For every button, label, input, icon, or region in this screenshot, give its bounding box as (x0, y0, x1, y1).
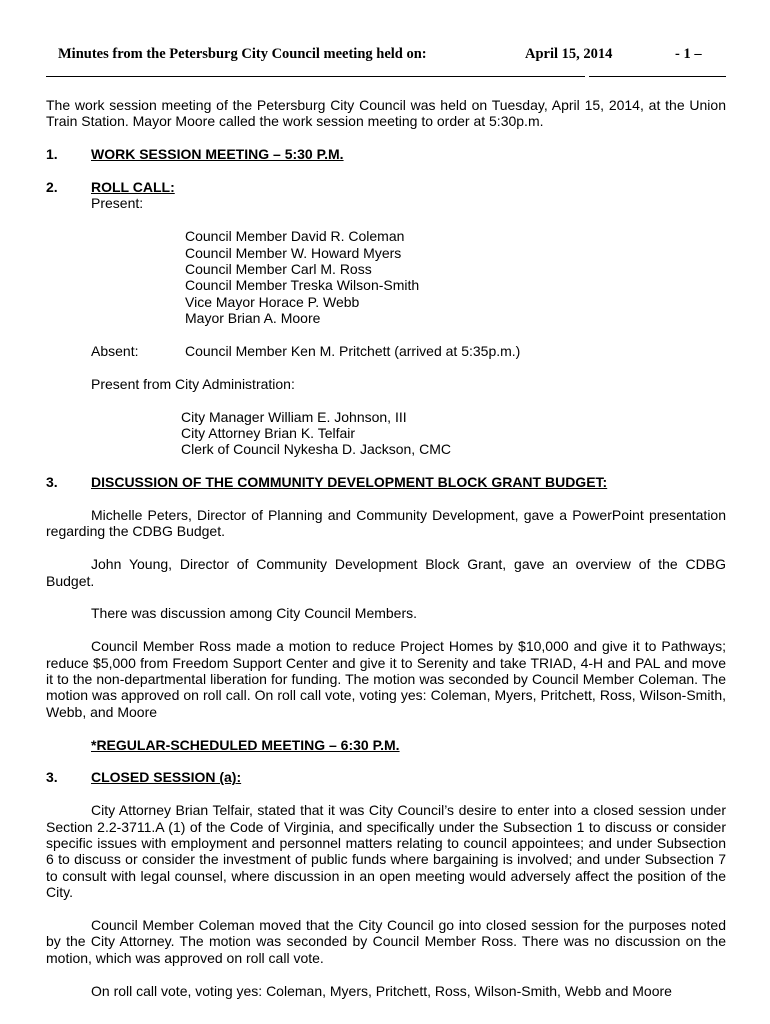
paragraph: John Young, Director of Community Development Block Grant, gave an overview of the CDBG Budget. (46, 556, 726, 589)
paragraph: There was discussion among City Council Members. (91, 605, 418, 622)
header-rule (46, 76, 585, 77)
paragraph: Council Member Coleman moved that the City Council go into closed session for the purposes noted by the City Attorney. The motion was seconded by Council Member Ross. There was no discussion on the motion, which was approved on roll call vote. (46, 917, 726, 966)
section-work-session (46, 146, 726, 162)
section-heading: ROLL CALL: (91, 179, 175, 195)
section-heading: DISCUSSION OF THE COMMUNITY DEVELOPMENT BLOCK GRANT BUDGET: (91, 474, 608, 491)
section-number: 1. (46, 146, 58, 163)
header-rule-page (589, 76, 726, 77)
document-body (46, 97, 726, 999)
member-name: Mayor Brian A. Moore (185, 310, 321, 327)
header-title: Minutes from the Petersburg City Council meeting held on: (58, 46, 427, 62)
admin-name: Clerk of Council Nykesha D. Jackson, CMC (181, 441, 451, 458)
paragraph: Michelle Peters, Director of Planning and Community Development, gave a PowerPoint presentation regarding the CDBG Budget. (46, 507, 726, 540)
member-name: Vice Mayor Horace P. Webb (185, 293, 360, 310)
section-roll-call (46, 179, 726, 195)
absent-member: Council Member Ken M. Pritchett (arrived at 5:35p.m.) (185, 343, 521, 360)
member-name: Council Member Carl M. Ross (185, 261, 372, 278)
admin-list (181, 409, 726, 458)
section-number: 2. (46, 179, 58, 195)
present-members-list (185, 228, 726, 326)
section-heading: WORK SESSION MEETING – 5:30 P.M. (91, 146, 344, 163)
paragraph: Council Member Ross made a motion to reduce Project Homes by $10,000 and give it to Pathways; reduce $5,000 from Freedom Support Center and give it to Serenity and take TRIAD, 4-H and PAL and move it to the non-departmental liberation for funding. The motion was seconded by Council Member Coleman. The motion was approved on roll call. On roll call vote, voting yes: Coleman, Myers, Pritchett, Ross, Wilson-Smith, Webb, and Moore (46, 638, 726, 720)
absent-label: Absent: (91, 343, 139, 360)
admin-name: City Manager William E. Johnson, III (181, 408, 407, 425)
paragraph: City Attorney Brian Telfair, stated that it was City Council’s desire to enter into a closed session under Section 2.2-3711.A (1) of the Code of Virginia, and specifically under the Subsection 1 to discuss or consider specific issues with employment and personnel matters relating to council appointees; and under Subsection 6 to discuss or consider the investment of public funds where bargaining is involved; and under Subsection 7 to consult with legal counsel, where discussion in an open meeting would adversely affect the position of the City. (46, 802, 726, 901)
paragraph: On roll call vote, voting yes: Coleman, Myers, Pritchett, Ross, Wilson-Smith, Webb and Moore (91, 982, 672, 999)
member-name: Council Member David R. Coleman (185, 228, 405, 245)
member-name: Council Member Treska Wilson-Smith (185, 277, 420, 294)
admin-label: Present from City Administration: (91, 375, 295, 392)
section-number: 3. (46, 474, 58, 491)
page-header (0, 44, 770, 66)
section-heading: CLOSED SESSION (a): (91, 769, 242, 786)
section-number: 3. (46, 769, 58, 786)
admin-name: City Attorney Brian K. Telfair (181, 425, 356, 442)
absent-row (91, 343, 726, 359)
section-closed-session (46, 769, 726, 785)
present-label: Present: (91, 195, 144, 212)
page-number: - 1 – (675, 46, 702, 62)
header-date: April 15, 2014 (525, 46, 613, 62)
member-name: Council Member W. Howard Myers (185, 244, 402, 261)
section-cdbg-discussion (46, 474, 726, 490)
regular-meeting-heading: *REGULAR-SCHEDULED MEETING – 6:30 P.M. (91, 736, 400, 753)
intro-paragraph: The work session meeting of the Petersburg City Council was held on Tuesday, April 15, 2014, at the Union Train Station. Mayor Moore called the work session meeting to order at 5:30p.m. (46, 97, 726, 130)
